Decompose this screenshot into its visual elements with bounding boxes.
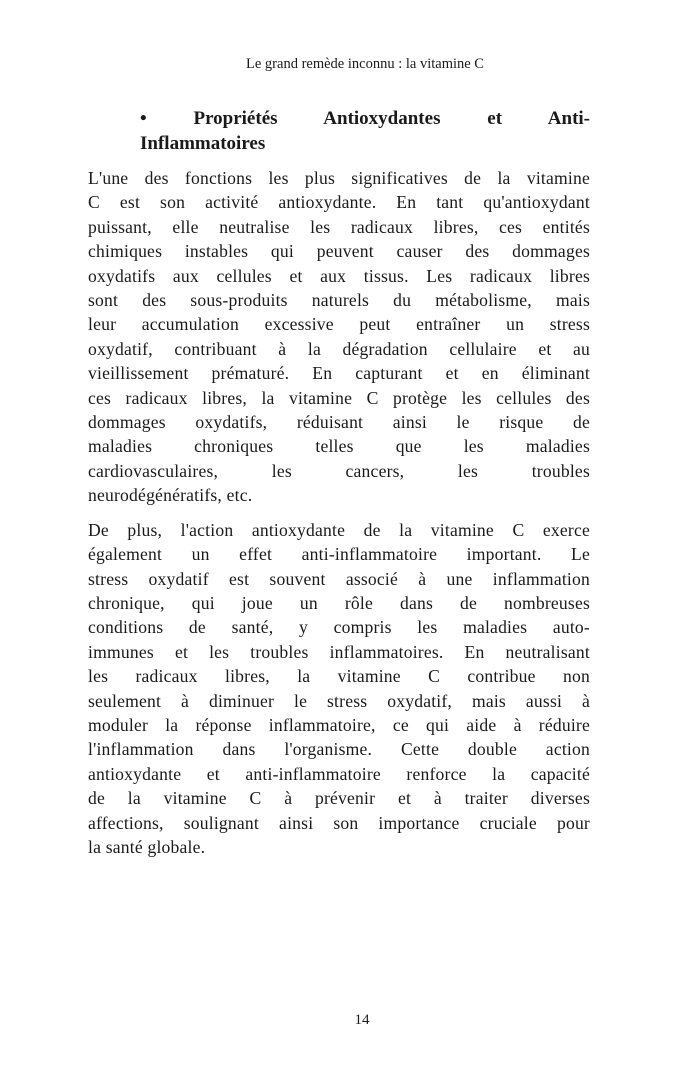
text-line: C est son activité antioxydante. En tant qu'antioxydant [88,192,590,213]
text-line: leur accumulation excessive peut entraîner un stress [88,314,590,335]
text-line: oxydatifs aux cellules et aux tissus. Les radicaux libres [88,265,590,286]
text-line: de la vitamine C à prévenir et à traiter diverses [88,788,590,809]
text-line: vieillissement prématuré. En capturant et en éliminant [88,363,590,384]
text-line: immunes et les troubles inflammatoires. En neutralisant [88,641,590,662]
text-line: maladies chroniques telles que les maladies [88,436,590,457]
text-line: conditions de santé, y compris les maladies auto- [88,617,590,638]
text-line: neurodégénératifs, etc. [88,485,253,506]
text-line: chronique, qui joue un rôle dans de nombreuses [88,592,590,613]
running-header: Le grand remède inconnu : la vitamine C [246,56,484,72]
paragraph [88,518,590,860]
text-line: ces radicaux libres, la vitamine C protège les cellules des [88,387,590,408]
section-heading [140,106,590,156]
page-number: 14 [354,1012,370,1028]
text-line: De plus, l'action antioxydante de la vitamine C exerce [88,519,590,540]
text-line: cardiovasculaires, les cancers, les troubles [88,460,590,481]
text-line: sont des sous-produits naturels du métabolisme, mais [88,290,590,311]
section-heading-line-1: • Propriétés Antioxydantes et Anti- [140,108,590,129]
text-line: les radicaux libres, la vitamine C contribue non [88,666,590,687]
text-line: chimiques instables qui peuvent causer des dommages [88,241,590,262]
paragraph [88,166,590,508]
text-line: l'inflammation dans l'organisme. Cette double action [88,739,590,760]
text-line: dommages oxydatifs, réduisant ainsi le risque de [88,412,590,433]
text-line: antioxydante et anti-inflammatoire renforce la capacité [88,763,590,784]
text-line: également un effet anti-inflammatoire important. Le [88,544,590,565]
text-line: moduler la réponse inflammatoire, ce qui aide à réduire [88,714,590,735]
text-line: affections, soulignant ainsi son importance cruciale pour [88,812,590,833]
body-text [88,166,590,869]
text-line: stress oxydatif est souvent associé à une inflammation [88,568,590,589]
text-line: la santé globale. [88,836,206,857]
text-line: puissant, elle neutralise les radicaux libres, ces entités [88,216,590,237]
text-line: oxydatif, contribuant à la dégradation cellulaire et au [88,338,590,359]
text-line: seulement à diminuer le stress oxydatif, mais aussi à [88,690,590,711]
section-heading-line-2: Inflammatoires [140,133,266,154]
text-line: L'une des fonctions les plus significatives de la vitamine [88,168,590,188]
